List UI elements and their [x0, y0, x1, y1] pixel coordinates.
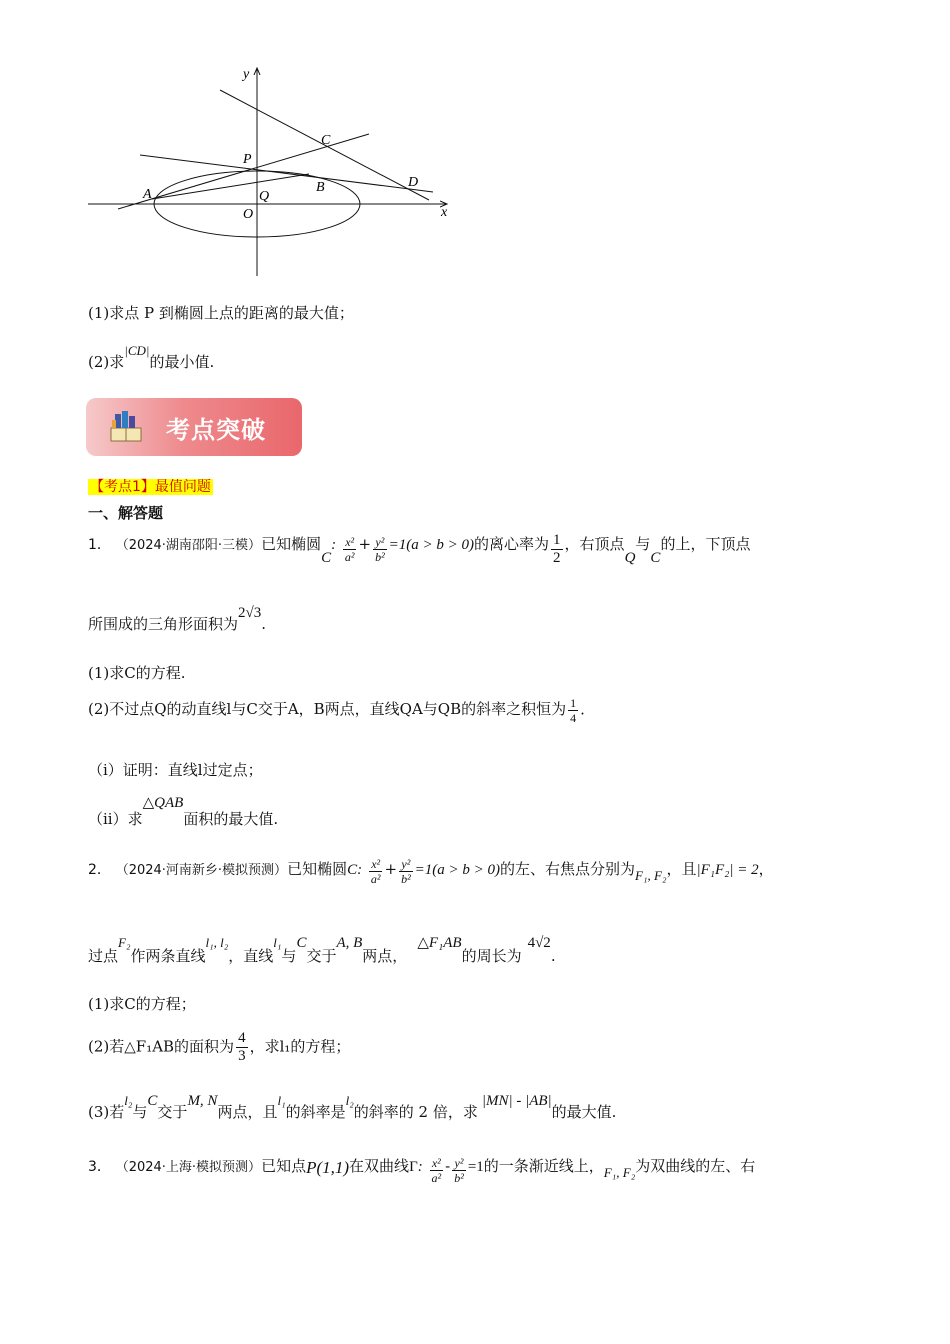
prev-part-1: (1)求点 P 到椭圆上点的距离的最大值； — [88, 304, 354, 322]
q3-line-1: 3． （2024·上海·模拟预测）已知点P(1,1)在双曲线Γ: $\frac{\text{x²}}{\text{a²}}$ - $\frac{\text{y²}}{\text{b²}}$ =1的一条渐近线上，F₁, F₂为双曲线的左、右 — [88, 1156, 756, 1185]
q2-line-2: 过点F₂作两条直线l₁, l₂，直线l₁与C交于A, B两点，△F₁AB的周长为4√2. — [88, 935, 556, 965]
section-banner — [86, 398, 302, 456]
q2-line-1: 2． （2024·河南新乡·模拟预测）已知椭圆C: $\frac{\text{x²}}{\text{a²}}$ + $\frac{\text{y²}}{\text{b²}}$ =1(a > b > 0)的左、右焦点分别为F₁, F₂，且|F₁F₂| = 2， — [88, 857, 774, 886]
q1-part-1: (1)求C的方程. — [88, 664, 186, 682]
q1-part-2-i: （i）证明：直线l过定点； — [88, 761, 263, 779]
label-A: A — [143, 187, 152, 202]
q1-part-2: (2)不过点Q的动直线l与C交于A，B两点，直线QA与QB的斜率之积恒为 $\frac{1}{4}$ . — [88, 696, 585, 725]
q1-line-1: 1． （2024·湖南邵阳·三模）已知椭圆C: $\frac{\text{x²}}{\text{a²}}$ + $\frac{\text{y²}}{\text{b²}}$ =1(a > b > 0)的离心率为 $\frac{1}{2}$ ，右顶点Q与C的上，下顶点 — [88, 532, 751, 566]
label-P: P — [243, 152, 252, 167]
label-C: C — [321, 133, 331, 148]
topic-tag: 【考点1】最值问题 — [90, 479, 211, 495]
label-B: B — [316, 180, 325, 195]
label-x: x — [441, 205, 448, 220]
q1-line-2: 所围成的三角形面积为2√3. — [88, 605, 267, 633]
topic-tag-line — [88, 476, 213, 497]
q2-part-1: (1)求C的方程； — [88, 995, 196, 1013]
label-O: O — [243, 207, 254, 222]
book-icon — [108, 408, 144, 444]
line-A-B — [152, 174, 309, 199]
banner-title: 考点突破 — [166, 416, 266, 444]
line-through-P-D — [140, 155, 433, 192]
label-y: y — [243, 67, 250, 82]
ellipse-figure — [85, 62, 455, 280]
q1-part-2-ii: （ii）求△QAB面积的最大值. — [88, 795, 279, 828]
line-A-C — [118, 134, 369, 209]
section-heading-line — [88, 503, 163, 523]
q2-part-2: (2)若△F₁AB的面积为 $\frac{4}{3}$ ，求l₁的方程； — [88, 1030, 351, 1064]
section-heading: 一、解答题 — [88, 504, 164, 522]
prev-part-2: (2)求|CD|的最小值. — [88, 343, 215, 371]
label-D: D — [408, 175, 419, 190]
label-Q: Q — [259, 189, 270, 204]
q2-part-3: (3)若l₂与C交于M, N两点，且l₁的斜率是l₂的斜率的 2 倍，求|MN| - |AB|的最大值. — [88, 1093, 617, 1121]
